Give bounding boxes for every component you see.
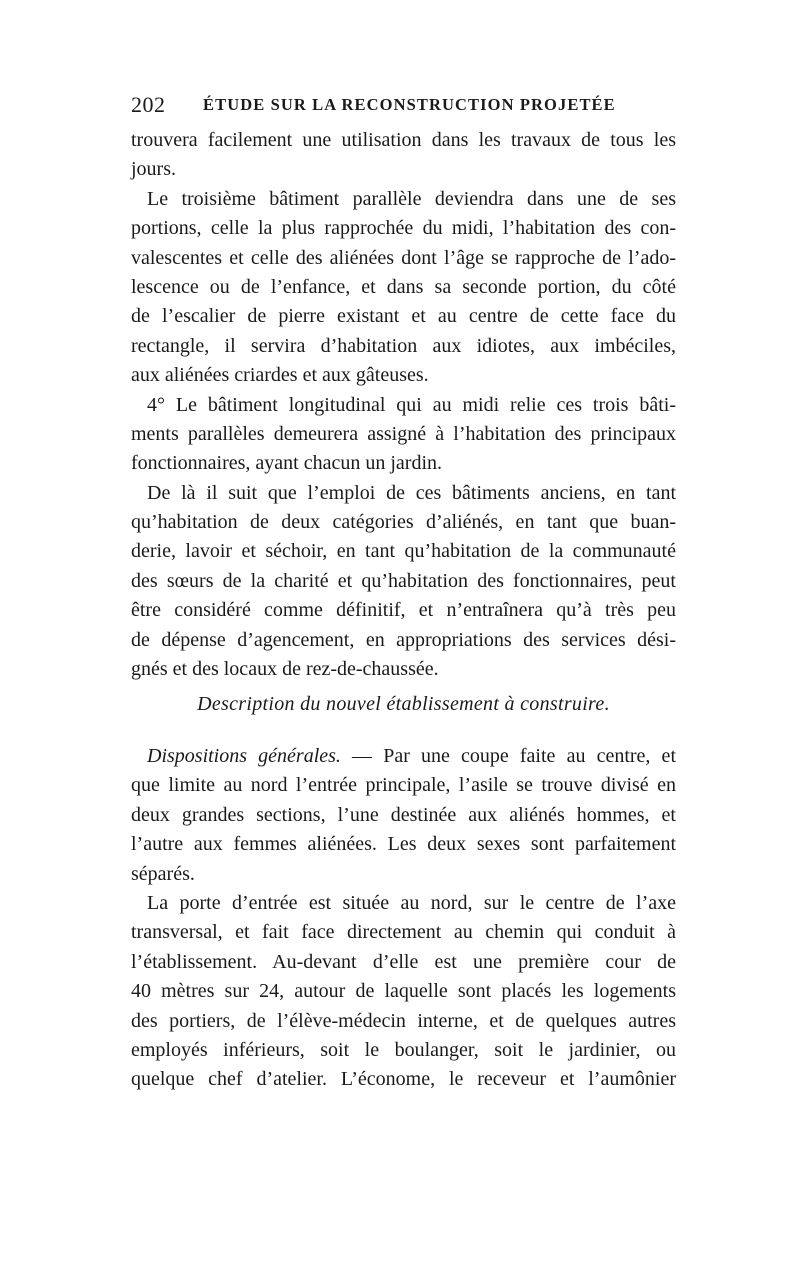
text-line <box>131 742 676 771</box>
text-line: deux grandes sections, l’une destinée aux aliénés hommes, et <box>131 803 676 826</box>
text-line: l’établissement. Au-devant d’elle est une première cour de <box>131 950 676 973</box>
text-line: derie, lavoir et séchoir, en tant qu’habitation de la communauté <box>131 540 676 563</box>
text-line: être considéré comme définitif, et n’entraînera qu’à très peu <box>131 599 676 622</box>
text-line: trouvera facilement une utilisation dans les travaux de tous les <box>131 129 676 151</box>
italic-lead: Dispositions générales. <box>147 745 341 767</box>
text-line: fonctionnaires, ayant chacun un jardin. <box>131 452 442 475</box>
text-line: aux aliénées criardes et aux gâteuses. <box>131 364 429 387</box>
text-line: jours. <box>131 158 176 181</box>
text-line: employés inférieurs, soit le boulanger, soit le jardinier, ou <box>131 1038 676 1061</box>
text-line: quelque chef d’atelier. L’économe, le receveur et l’aumônier <box>131 1068 676 1091</box>
text-line: lescence ou de l’enfance, et dans sa seconde portion, du côté <box>131 275 676 298</box>
text-line: La porte d’entrée est située au nord, sur le centre de l’axe <box>147 891 676 914</box>
paragraph-block-2 <box>131 742 676 1095</box>
text-line: de dépense d’agencement, en appropriations des services dési- <box>131 628 676 651</box>
text-line: séparés. <box>131 862 195 885</box>
text-line: des portiers, de l’élève-médecin interne, et de quelques autres <box>131 1009 676 1032</box>
text-line: ments parallèles demeurera assigné à l’habitation des principaux <box>131 422 676 445</box>
text-line: que limite au nord l’entrée principale, l’asile se trouve divisé en <box>131 774 676 797</box>
text-line: Le troisième bâtiment parallèle deviendra dans une de ses <box>147 187 676 210</box>
text-line: des sœurs de la charité et qu’habitation des fonctionnaires, peut <box>131 569 676 592</box>
text-line: valescentes et celle des aliénées dont l’âge se rapproche de l’ado- <box>131 246 676 269</box>
text-line: l’autre aux femmes aliénées. Les deux sexes sont parfaitement <box>131 833 676 856</box>
text-line: De là il suit que l’emploi de ces bâtiments anciens, en tant <box>147 481 676 504</box>
text-line: qu’habitation de deux catégories d’aliénés, en tant que buan- <box>131 511 676 534</box>
section-title: Description du nouvel établissement à construire. <box>197 693 610 715</box>
text-line: rectangle, il servira d’habitation aux idiotes, aux imbéciles, <box>131 334 676 357</box>
running-title: ÉTUDE SUR LA RECONSTRUCTION PROJETÉE <box>203 95 616 114</box>
page-number: 202 <box>131 92 166 117</box>
text-line: portions, celle la plus rapprochée du midi, l’habitation des con- <box>131 217 676 240</box>
text-line: gnés et des locaux de rez-de-chaussée. <box>131 658 439 681</box>
text-line: 4° Le bâtiment longitudinal qui au midi relie ces trois bâti- <box>147 393 676 416</box>
lead-rest: — Par une coupe faite au centre, et <box>340 745 676 767</box>
text-line: 40 mètres sur 24, autour de laquelle sont placés les logements <box>131 980 676 1003</box>
text-line: de l’escalier de pierre existant et au centre de cette face du <box>131 305 676 328</box>
page-header <box>131 92 676 122</box>
paragraph-block-1 <box>131 126 676 684</box>
text-line: transversal, et fait face directement au chemin qui conduit à <box>131 921 676 944</box>
